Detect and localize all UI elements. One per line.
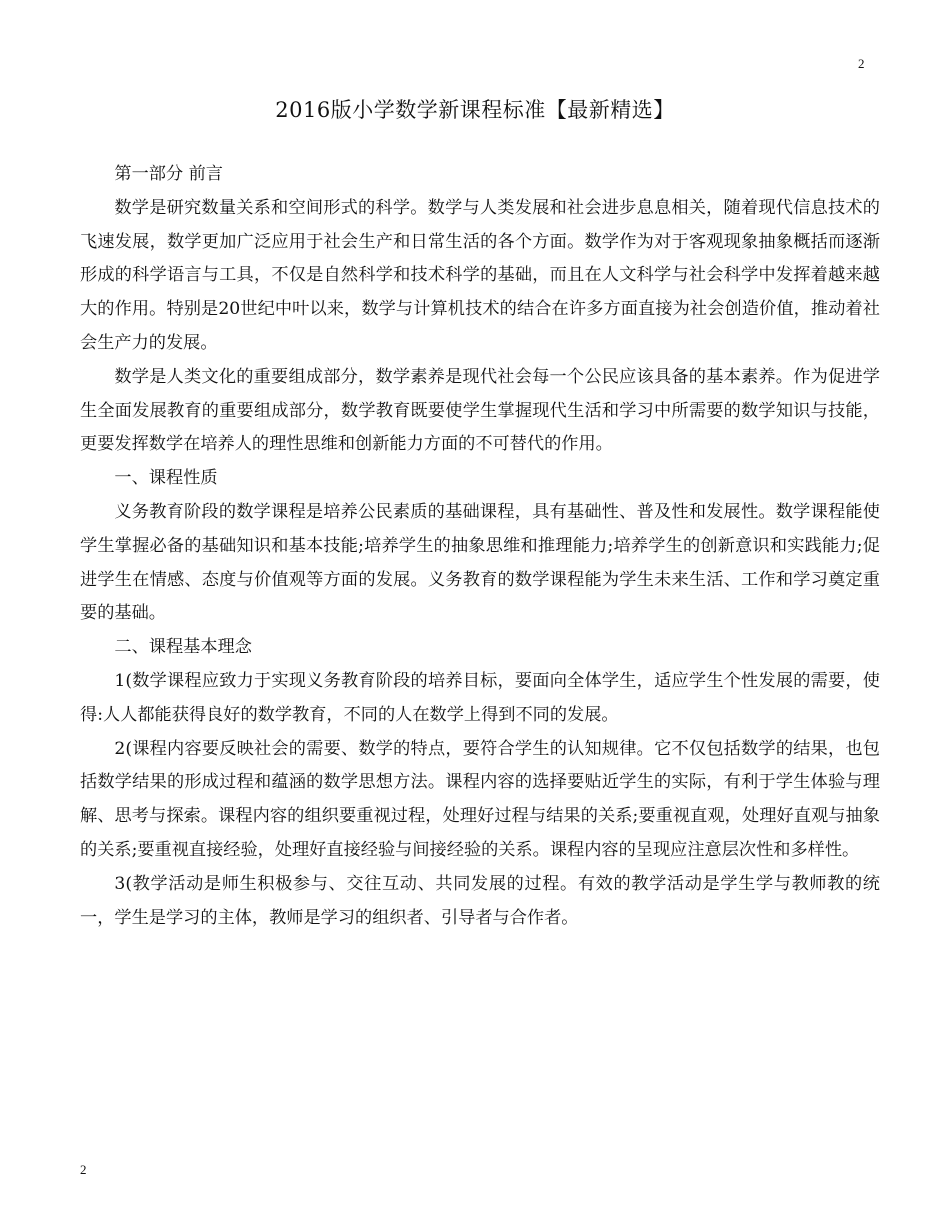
section-heading-course-nature: 一、课程性质 xyxy=(114,468,218,489)
section-heading-preface: 第一部分 前言 xyxy=(114,164,223,184)
paragraph: 3(教学活动是师生积极参与、交往互动、共同发展的过程。有效的教学活动是学生学与教师教的统一，学生是学习的主体，教师是学习的组织者、引导者与合作者。 xyxy=(80,873,880,928)
paragraph: 1(数学课程应致力于实现义务教育阶段的培养目标，要面向全体学生，适应学生个性发展的需要，使得:人人都能获得良好的数学教育，不同的人在数学上得到不同的发展。 xyxy=(80,670,880,725)
footer-page-number: 2 xyxy=(80,1162,87,1177)
paragraph: 数学是研究数量关系和空间形式的科学。数学与人类发展和社会进步息息相关，随着现代信息技术的飞速发展，数学更加广泛应用于社会生产和日常生活的各个方面。数学作为对于客观现象抽象概括而逐渐形成的科学语言与工具，不仅是自然科学和技术科学的基础，而且在人文科学与社会科学中发挥着越来越大的作用。特别是20世纪中叶以来，数学与计算机技术的结合在许多方面直接为社会创造价值，推动着社会生产力的发展。 xyxy=(80,197,880,353)
header-page-number: 2 xyxy=(858,56,865,71)
document-body xyxy=(80,158,880,935)
paragraph: 数学是人类文化的重要组成部分，数学素养是现代社会每一个公民应该具备的基本素养。作为促进学生全面发展教育的重要组成部分，数学教育既要使学生掌握现代生活和学习中所需要的数学知识与技能，更要发挥数学在培养人的理性思维和创新能力方面的不可替代的作用。 xyxy=(80,366,880,455)
document-title: 2016版小学数学新课程标准【最新精选】 xyxy=(275,98,675,122)
paragraph: 2(课程内容要反映社会的需要、数学的特点，要符合学生的认知规律。它不仅包括数学的结果，也包括数学结果的形成过程和蕴涵的数学思想方法。课程内容的选择要贴近学生的实际，有利于学生体验与理解、思考与探索。课程内容的组织要重视过程，处理好过程与结果的关系;要重视直观，处理好直观与抽象的关系;要重视直接经验，处理好直接经验与间接经验的关系。课程内容的呈现应注意层次性和多样性。 xyxy=(80,738,880,860)
paragraph: 义务教育阶段的数学课程是培养公民素质的基础课程，具有基础性、普及性和发展性。数学课程能使学生掌握必备的基础知识和基本技能;培养学生的抽象思维和推理能力;培养学生的创新意识和实践能力;促进学生在情感、态度与价值观等方面的发展。义务教育的数学课程能为学生未来生活、工作和学习奠定重要的基础。 xyxy=(80,501,880,624)
section-heading-basic-concepts: 二、课程基本理念 xyxy=(114,637,252,658)
